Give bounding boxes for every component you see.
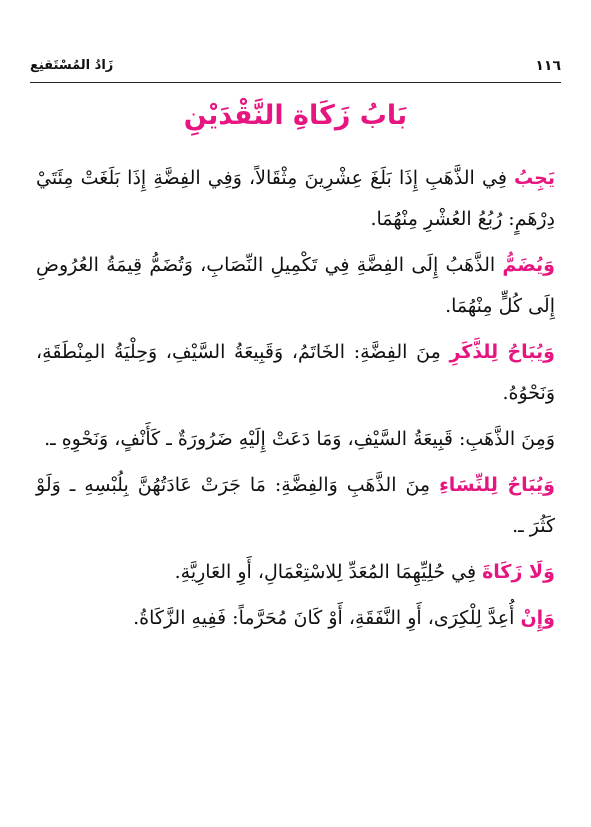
chapter-title: بَابُ زَكَاةِ النَّقْدَيْنِ [183, 100, 408, 131]
paragraph-lead: وَلَا زَكَاةَ [482, 561, 555, 583]
paragraph [36, 552, 555, 593]
book-title: زَادُ المُسْتَقنِع [30, 58, 114, 73]
paragraph [36, 598, 555, 639]
paragraph-text: أُعِدَّ لِلْكِرَى، أَوِ النَّفَقَةِ، أَوْ كَانَ مُحَرَّماً: فَفِيهِ الزَّكَاةُ. [133, 607, 521, 629]
page-number: ١١٦ [535, 58, 561, 74]
paragraph-lead: يَجِبُ [514, 167, 555, 189]
paragraph [36, 419, 555, 460]
paragraph [36, 332, 555, 414]
paragraph-text: مِنَ الفِضَّةِ: الخَاتَمُ، وَقَبِيعَةُ السَّيْفِ، وَحِلْيَةُ المِنْطَقَةِ، وَنَحْوُهُ. [36, 341, 555, 404]
paragraph [36, 245, 555, 327]
paragraph [36, 158, 555, 240]
paragraph-lead: وَإِنْ [520, 607, 555, 629]
header-rule [30, 82, 561, 83]
paragraph [36, 465, 555, 547]
paragraph-text: مِنَ الذَّهَبِ وَالفِضَّةِ: مَا جَرَتْ عَادَتُهُنَّ بِلُبْسِهِ ـ وَلَوْ كَثُرَ ـ. [36, 474, 555, 537]
paragraph-lead: وَيُضَمُّ [502, 254, 555, 276]
paragraph-text: فِي حُلِيِّهِمَا المُعَدِّ لِلاسْتِعْمَالِ، أَوِ العَارِيَّةِ. [174, 561, 483, 583]
paragraph-text: فِي الذَّهَبِ إِذَا بَلَغَ عِشْرِينَ مِثْقَالاً، وَفِي الفِضَّةِ إِذَا بَلَغَتْ مِئَتَيْ دِرْهَمٍ: رُبُعُ العُشْرِ مِنْهُمَا. [36, 167, 555, 230]
paragraph-text: وَمِنَ الذَّهَبِ: قَبِيعَةُ السَّيْفِ، وَمَا دَعَتْ إِلَيْهِ ضَرُورَةٌ ـ كَأَنْفٍ، وَنَحْوِهِ ـ. [44, 428, 555, 450]
body-text [36, 158, 555, 644]
paragraph-text: الذَّهَبُ إِلَى الفِضَّةِ فِي تَكْمِيلِ النِّصَابِ، وَتُضَمُّ قِيمَةُ العُرُوضِ إِلَى كُلٍّ مِنْهُمَا. [36, 254, 555, 317]
paragraph-lead: وَيُبَاحُ لِلنِّسَاءِ [439, 474, 555, 496]
paragraph-lead: وَيُبَاحُ لِلذَّكَرِ [449, 341, 555, 363]
running-header [30, 58, 561, 80]
